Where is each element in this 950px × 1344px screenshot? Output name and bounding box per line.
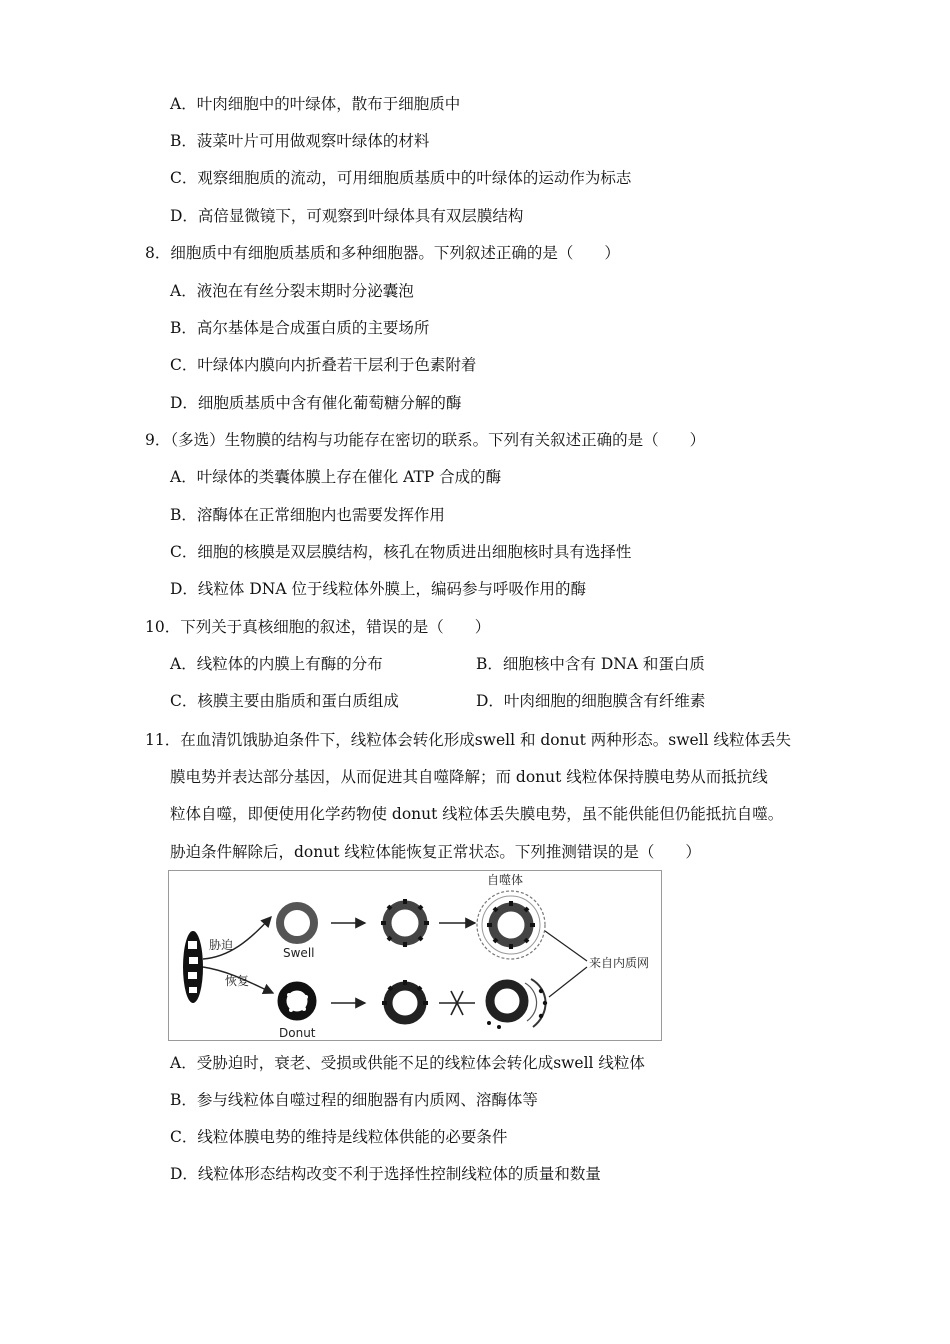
q10-option-c: C．核膜主要由脂质和蛋白质组成	[170, 692, 399, 710]
mitochondria-diagram	[169, 871, 661, 1040]
q11-option-a: A．受胁迫时，衰老、受损或供能不足的线粒体会转化成swell 线粒体	[170, 1054, 645, 1072]
er-line-bottom	[549, 967, 587, 997]
autophagosome	[477, 891, 545, 959]
q8-option-d: D．细胞质基质中含有催化葡萄糖分解的酶	[170, 394, 462, 412]
q11-option-b: B．参与线粒体自噬过程的细胞器有内质网、溶酶体等	[170, 1091, 538, 1109]
q11-stem-line-4: 胁迫条件解除后，donut 线粒体能恢复正常状态。下列推测错误的是（ ）	[170, 843, 701, 861]
q9-option-d: D．线粒体 DNA 位于线粒体外膜上，编码参与呼吸作用的酶	[170, 580, 586, 598]
donut-with-membrane	[487, 979, 547, 1029]
q10-stem: 10．下列关于真核细胞的叙述，错误的是（ ）	[145, 618, 491, 636]
q9-option-c: C．细胞的核膜是双层膜结构，核孔在物质进出细胞核时具有选择性	[170, 543, 632, 561]
q10-option-b: B．细胞核中含有 DNA 和蛋白质	[476, 655, 705, 673]
q11-stem-line-2: 膜电势并表达部分基因，从而促进其自噬降解；而 donut 线粒体保持膜电势从而抵抗线	[170, 768, 768, 786]
mitochondria-figure	[168, 870, 662, 1041]
q9-stem: 9．（多选）生物膜的结构与功能存在密切的联系。下列有关叙述正确的是（ ）	[145, 431, 706, 449]
q10-option-a: A．线粒体的内膜上有酶的分布	[170, 655, 383, 673]
er-line-top	[545, 931, 587, 961]
label-stress: 胁迫	[209, 938, 234, 952]
q9-option-b: B．溶酶体在正常细胞内也需要发挥作用	[170, 506, 445, 524]
label-autophagosome: 自噬体	[487, 873, 524, 887]
q8-option-a: A．液泡在有丝分裂末期时分泌囊泡	[170, 282, 414, 300]
q7-option-b: B．菠菜叶片可用做观察叶绿体的材料	[170, 132, 430, 150]
swell-mitochondrion	[280, 906, 314, 940]
q7-option-d: D．高倍显微镜下，可观察到叶绿体具有双层膜结构	[170, 207, 524, 225]
q11-option-c: C．线粒体膜电势的维持是线粒体供能的必要条件	[170, 1128, 508, 1146]
q11-option-d: D．线粒体形态结构改变不利于选择性控制线粒体的质量和数量	[170, 1165, 601, 1183]
label-donut: Donut	[279, 1026, 316, 1040]
q8-stem: 8．细胞质中有细胞质基质和多种细胞器。下列叙述正确的是（ ）	[145, 244, 620, 262]
q7-option-c: C．观察细胞质的流动，可用细胞质基质中的叶绿体的运动作为标志	[170, 169, 632, 187]
donut-mitochondrion	[282, 986, 312, 1016]
label-swell: Swell	[283, 946, 315, 960]
donut-with-receptors	[382, 980, 428, 1020]
q8-option-c: C．叶绿体内膜向内折叠若干层利于色素附着	[170, 356, 477, 374]
q11-stem-line-3: 粒体自噬，即便使用化学药物使 donut 线粒体丢失膜电势，虽不能供能但仍能抵抗自噬。	[170, 805, 784, 823]
q9-option-a: A．叶绿体的类囊体膜上存在催化 ATP 合成的酶	[170, 468, 502, 486]
q10-option-d: D．叶肉细胞的细胞膜含有纤维素	[476, 692, 706, 710]
swell-with-receptors	[381, 899, 429, 947]
q11-stem-line-1: 11．在血清饥饿胁迫条件下，线粒体会转化形成swell 和 donut 两种形态。swell 线粒体丢失	[145, 731, 791, 749]
q7-option-a: A．叶肉细胞中的叶绿体，散布于细胞质中	[170, 95, 461, 113]
normal-mitochondrion	[183, 931, 203, 1003]
label-er: 来自内质网	[589, 956, 650, 970]
label-recover: 恢复	[225, 974, 250, 988]
q8-option-b: B．高尔基体是合成蛋白质的主要场所	[170, 319, 430, 337]
